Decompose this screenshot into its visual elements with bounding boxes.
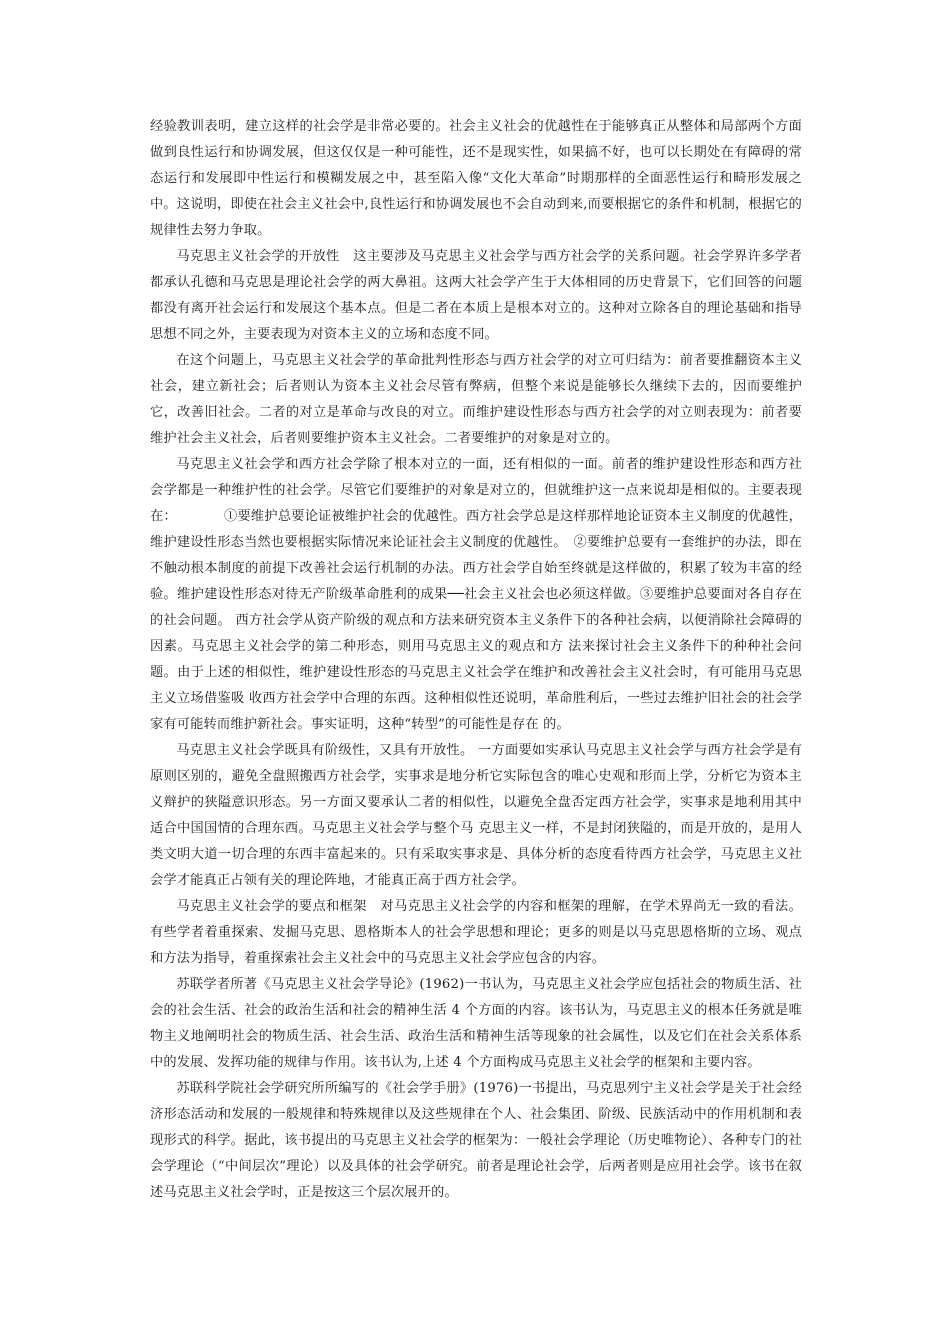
paragraph-1: 经验教训表明，建立这样的社会学是非常必要的。社会主义社会的优越性在于能够真正从整体和局部两个方面做到良性运行和协调发展，但这仅仅是一种可能性，还不是现实性，如果搞不好，也可以长期处在有障碍的常态运行和发展即中性运行和模糊发展之中，甚至陷入像“文化大革命”时期那样的全面恶性运行和畸形发展之中。这说明，即使在社会主义社会中,良性运行和协调发展也不会自动到来,而要根据它的条件和机制，根据它的规律性去努力争取。 (150, 119, 802, 238)
paragraph-2: 马克思主义社会学的开放性 这主要涉及马克思主义社会学与西方社会学的关系问题。社会学界许多学者都承认孔德和马克思是理论社会学的两大鼻祖。这两大社会学产生于大体相同的历史背景下，它们回答的问题都没有离开社会运行和发展这个基本点。但是二者在本质上是根本对立的。这种对立除各自的理论基础和指导思想不同之外，主要表现为对资本主义的立场和态度不同。 (150, 249, 802, 342)
paragraph-7: 苏联学者所著《马克思主义社会学导论》(1962)一书认为，马克思主义社会学应包括社会的物质生活、社会的社会生活、社会的政治生活和社会的精神生活 4 个方面的内容。该书认为，马克思主义的根本任务就是唯物主义地阐明社会的物质生活、社会生活、政治生活和精神生活等现象的社会属性，以及它们在社会关系体系中的发展、发挥功能的规律与作用。该书认为,上述 4 个方面构成马克思主义社会学的框架和主要内容。 (150, 977, 802, 1070)
paragraph-5: 马克思主义社会学既具有阶级性，又具有开放性。 一方面要如实承认马克思主义社会学与西方社会学是有原则区别的，避免全盘照搬西方社会学，实事求是地分析它实际包含的唯心史观和形而上学，分析它为资本主 义辩护的狭隘意识形态。另一方面又要承认二者的相似性，以避免全盘否定西方社会学，实事求是地利用其中适合中国国情的合理东西。马克思主义社会学与整个马 克思主义一样，不是封闭狭隘的，而是开放的，是用人类文明大道一切合理的东西丰富起来的。只有采取实事求是、具体分析的态度看待西方社会学，马克思主义社 会学才能真正占领有关的理论阵地，才能真正高于西方社会学。 (150, 743, 802, 888)
paragraph-3: 在这个问题上，马克思主义社会学的革命批判性形态与西方社会学的对立可归结为：前者要推翻资本主义社会，建立新社会；后者则认为资本主义社会尽管有弊病，但整个来说是能够长久继续下去的，因而要维护它，改善旧社会。二者的对立是革命与改良的对立。而维护建设性形态与西方社会学的对立则表现为：前者要维护社会主义社会，后者则要维护资本主义社会。二者要维护的对象是对立的。 (150, 353, 802, 446)
paragraph-6: 马克思主义社会学的要点和框架 对马克思主义社会学的内容和框架的理解，在学术界尚无一致的看法。有些学者着重探索、发掘马克思、恩格斯本人的社会学思想和理论；更多的则是以马克思恩格斯的立场、观点和方法为指导，着重探索社会主义社会中的马克思主义社会学应包含的内容。 (150, 899, 802, 966)
paragraph-8: 苏联科学院社会学研究所所编写的《社会学手册》(1976)一书提出，马克思列宁主义社会学是关于社会经济形态活动和发展的一般规律和特殊规律以及这些规律在个人、社会集团、阶级、民族活动中的作用机制和表现形式的科学。据此，该书提出的马克思主义社会学的框架为：一般社会学理论（历史唯物论）、各种专门的社会学理论（“中间层次”理论）以及具体的社会学研究。前者是理论社会学，后两者则是应用社会学。该书在叙述马克思主义社会学时，正是按这三个层次展开的。 (150, 1081, 802, 1200)
paragraph-4: 马克思主义社会学和西方社会学除了根本对立的一面，还有相似的一面。前者的维护建设性形态和西方社会学都是一种维护性的社会学。尽管它们要维护的对象是对立的，但就维护这一点来说却是相似的。主要表现在： ①要维护总要论证被维护社会的优越性。西方社会学总是这样那样地论证资本主义制度的优越性，维护建设性形态当然也要根据实际情况来论证社会主义制度的优越性。 ②要维护总要有一套维护的办法，即在不触动根本制度的前提下改善社会运行机制的办法。西方社会学自始至终就是这样做的，积累了较为丰富的经验。维护建设性形态对待无产阶级革命胜利的成果──社会主义社会也必须这样做。③要维护总要面对各自存在的社会问题。 西方社会学从资产阶级的观点和方法来研究资本主义条件下的各种社会病，以便消除社会障碍的因素。马克思主义社会学的第二种形态，则用马克思主义的观点和方 法来探讨社会主义条件下的种种社会问题。由于上述的相似性，维护建设性形态的马克思主义社会学在维护和改善社会主义社会时，有可能用马克思主义立场借鉴吸 收西方社会学中合理的东西。这种相似性还说明，革命胜利后，一些过去维护旧社会的社会学家有可能转而维护新社会。事实证明，这种“转型”的可能性是存在 的。 (150, 457, 802, 732)
document-page (150, 114, 802, 1206)
